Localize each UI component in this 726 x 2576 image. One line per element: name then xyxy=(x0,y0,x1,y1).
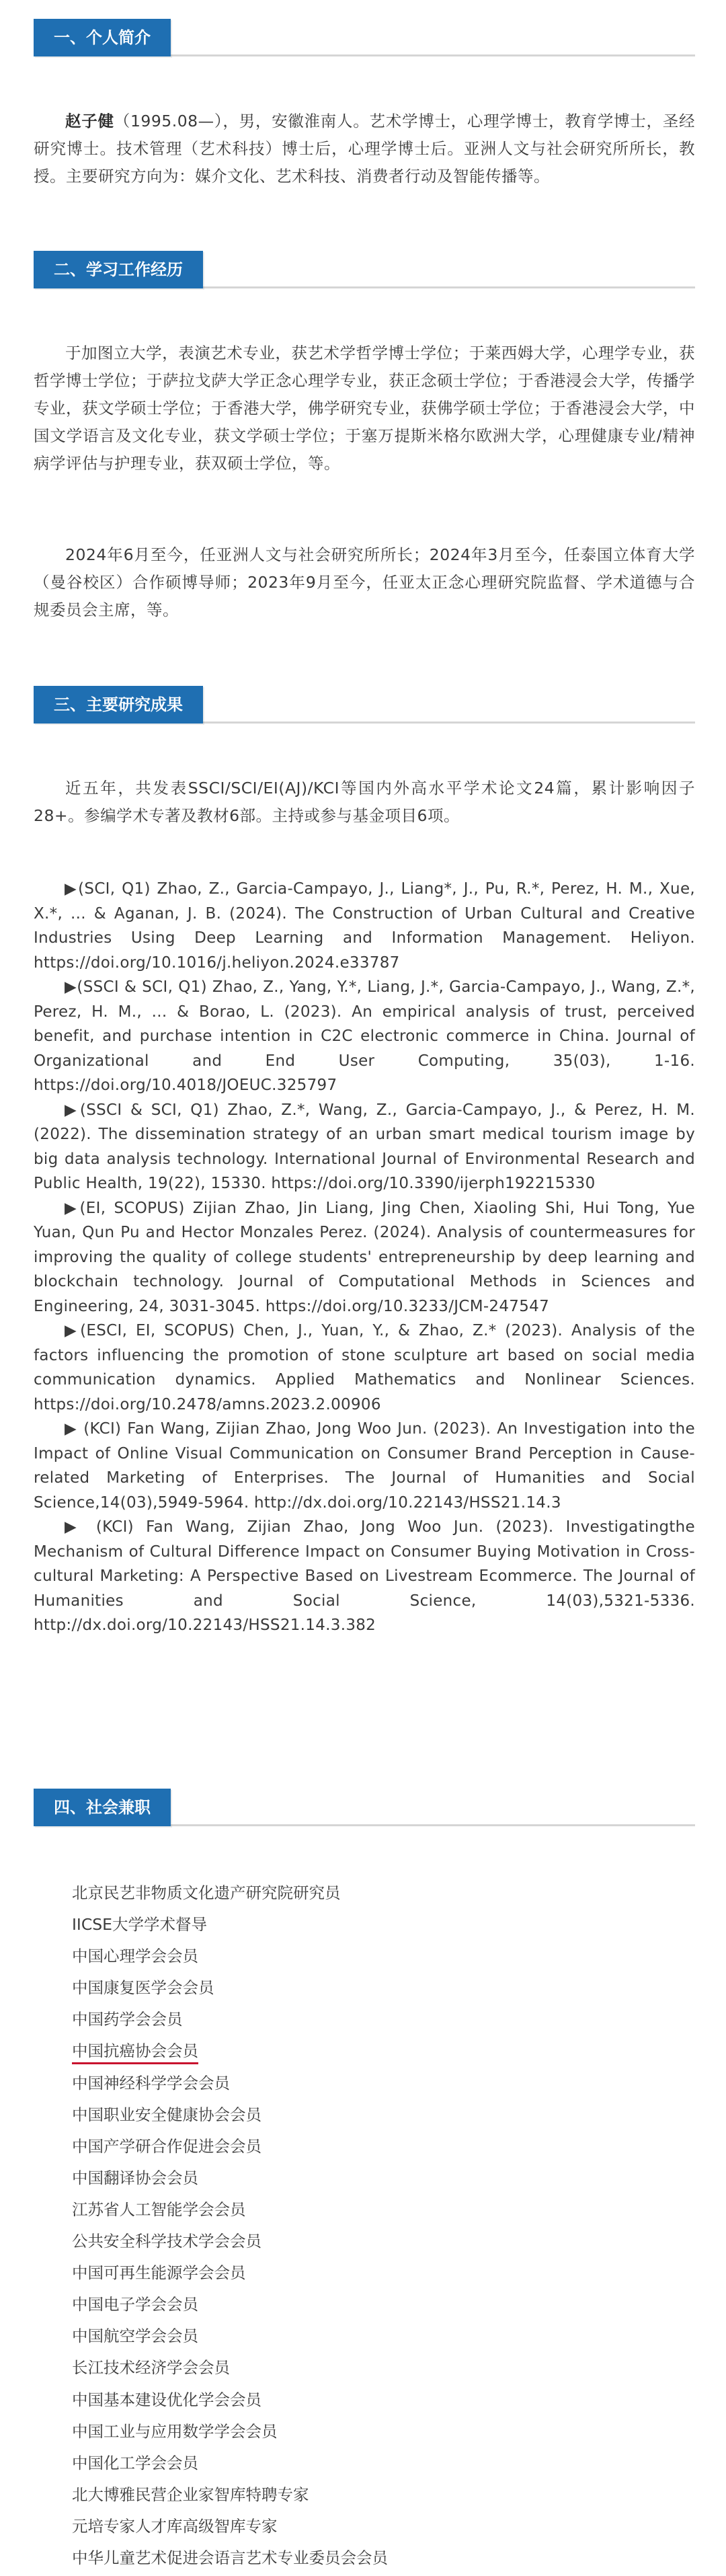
history-paragraph-1 xyxy=(34,340,695,477)
section-header-research xyxy=(34,686,695,724)
role-text: 中国基本建设优化学会会员 xyxy=(72,2390,261,2409)
section-title: 一、个人简介 xyxy=(34,19,171,56)
role-text: 中国药学会会员 xyxy=(72,2010,183,2029)
role-text: 中国抗癌协会会员 xyxy=(72,2041,198,2064)
history-text-1: 于加图立大学，表演艺术专业，获艺术学哲学博士学位；于莱西姆大学，心理学专业，获哲学博士学位；于萨拉戈萨大学正念心理学专业，获正念硕士学位；于香港浸会大学，传播学专业，获文学硕士学位；于香港大学，佛学研究专业，获佛学硕士学位；于香港浸会大学，中国文学语言及文化专业，获文学硕士学位；于塞万提斯米格尔欧洲大学，心理健康专业/精神病学评估与护理专业，获双硕士学位，等。 xyxy=(34,344,695,473)
reference-item: ▶ (KCI) Fan Wang, Zijian Zhao, Jong Woo Jun. (2023). Investigatingthe Mechanism of Cultural Difference Impact on Consumer Buying Motivation in Cross-cultural Marketing: A Perspective Based on Livestream Ecommerce. The Journal of Humanities and Social Science, 14(03),5321-5336. http://dx.doi.org/10.22143/HSS21.14.3.382 xyxy=(34,1518,695,1634)
role-item xyxy=(72,2162,677,2194)
profile-text: （1995.08—），男，安徽淮南人。艺术学博士，心理学博士，教育学博士，圣经研究博士。技术管理（艺术科技）博士后，心理学博士后。亚洲人文与社会研究所所长，教授。主要研究方向为：媒介文化、艺术科技、消费者行动及智能传播等。 xyxy=(34,112,695,186)
role-text: 中国神经科学学会会员 xyxy=(72,2073,230,2093)
role-text: 中国工业与应用数学学会会员 xyxy=(72,2421,278,2441)
role-item-highlighted xyxy=(72,2035,677,2067)
role-item xyxy=(72,2448,677,2479)
role-text: 中国化工学会会员 xyxy=(72,2453,198,2472)
role-text: 北大博雅民营企业家智库特聘专家 xyxy=(72,2485,309,2504)
role-text: 北京民艺非物质文化遗产研究院研究员 xyxy=(72,1883,341,1902)
role-item xyxy=(72,2068,677,2099)
role-item xyxy=(72,1972,677,2004)
role-item xyxy=(72,2416,677,2448)
role-item xyxy=(72,2194,677,2226)
role-text: 中国产学研合作促进会会员 xyxy=(72,2136,261,2156)
reference-item: ▶(ESCI, EI, SCOPUS) Chen, J., Yuan, Y., & Zhao, Z.* (2023). Analysis of the factors influencing the promotion of stone sculpture art based on social media communication dynamics. Applied Mathematics and Nonlinear Sciences. https://doi.org/10.2478/amns.2023.2.00906 xyxy=(34,1322,695,1413)
role-text: 江苏省人工智能学会会员 xyxy=(72,2199,246,2219)
role-text: 中华儿童艺术促进会语言艺术专业委员会会员 xyxy=(72,2548,388,2567)
reference-item: ▶(SSCI & SCI, Q1) Zhao, Z.*, Wang, Z., Garcia-Campayo, J., & Perez, H. M. (2022). The dissemination strategy of an urban smart medical tourism image by big data analysis technology. International Journal of Environmental Research and Public Health, 19(22), 15330. https://doi.org/10.3390/ijerph192215330 xyxy=(34,1101,695,1192)
role-item xyxy=(72,2004,677,2035)
research-intro-text: 近五年，共发表SSCI/SCI/EI(AJ)/KCI等国内外高水平学术论文24篇，累计影响因子28+。参编学术专著及教材6部。主持或参与基金项目6项。 xyxy=(34,779,695,825)
role-item xyxy=(72,2257,677,2289)
role-text: 中国航空学会会员 xyxy=(72,2327,198,2346)
history-paragraph-2 xyxy=(34,541,695,624)
section-header-roles xyxy=(34,1789,695,1826)
section-title: 四、社会兼职 xyxy=(34,1789,171,1826)
role-item xyxy=(72,2320,677,2352)
role-item xyxy=(72,2384,677,2416)
section-header-intro xyxy=(34,19,695,56)
role-item xyxy=(72,2289,677,2320)
role-text: 中国职业安全健康协会会员 xyxy=(72,2105,261,2124)
reference-list xyxy=(34,877,695,1638)
role-text: 中国可再生能源学会会员 xyxy=(72,2263,246,2283)
role-item xyxy=(72,2542,677,2574)
role-item xyxy=(72,2226,677,2257)
role-text: IICSE大学学术督导 xyxy=(72,1915,208,1935)
profile-name: 赵子健 xyxy=(65,112,114,130)
reference-item: ▶(SCI, Q1) Zhao, Z., Garcia-Campayo, J., Liang*, J., Pu, R.*, Perez, H. M., Xue, X.*, ... & Aganan, J. B. (2024). The Construction of Urban Cultural and Creative Industries Using Deep Learning and Information Management. Heliyon. https://doi.org/10.1016/j.heliyon.2024.e33787 xyxy=(34,880,695,972)
reference-item: ▶(EI, SCOPUS) Zijian Zhao, Jin Liang, Jing Chen, Xiaoling Shi, Hui Tong, Yue Yuan, Qun Pu and Hector Monzales Perez. (2024). Analysis of countermeasures for improving the quality of college students' entrepreneurship by deep learning and blockchain technology. Journal of Computational Methods in Sciences and Engineering, 24, 3031-3045. https://doi.org/10.3233/JCM-247547 xyxy=(34,1199,695,1315)
role-text: 公共安全科学技术学会会员 xyxy=(72,2232,261,2251)
section-title: 三、主要研究成果 xyxy=(34,686,203,724)
reference-item: ▶ (KCI) Fan Wang, Zijian Zhao, Jong Woo Jun. (2023). An Investigation into the Impact of Online Visual Communication on Consumer Brand Perception in Cause-related Marketing of Enterprises. The Journal of Humanities and Social Science,14(03),5949-5964. http://dx.doi.org/10.22143/HSS21.14.3 xyxy=(34,1420,695,1512)
role-text: 长江技术经济学会会员 xyxy=(72,2358,230,2378)
role-item xyxy=(72,2479,677,2511)
role-text: 元培专家人才库高级智库专家 xyxy=(72,2516,278,2536)
role-item xyxy=(72,1877,677,1909)
role-item xyxy=(72,1941,677,1972)
role-item xyxy=(72,2511,677,2542)
role-text: 中国康复医学会会员 xyxy=(72,1978,214,1998)
role-item xyxy=(72,2131,677,2162)
section-header-history xyxy=(34,251,695,288)
role-item xyxy=(72,2352,677,2384)
roles-list xyxy=(72,1877,677,2574)
reference-item: ▶(SSCI & SCI, Q1) Zhao, Z., Yang, Y.*, Liang, J.*, Garcia-Campayo, J., Wang, Z.*, Perez, H. M., ... & Borao, L. (2023). An empirical analysis of trust, perceived benefit, and purchase intention in C2C electronic commerce in China. Journal of Organizational and End User Computing, 35(03), 1-16. https://doi.org/10.4018/JOEUC.325797 xyxy=(34,978,695,1094)
role-item xyxy=(72,2099,677,2131)
profile-paragraph xyxy=(34,108,695,190)
role-text: 中国心理学会会员 xyxy=(72,1947,198,1966)
role-text: 中国翻译协会会员 xyxy=(72,2168,198,2187)
section-title: 二、学习工作经历 xyxy=(34,251,203,288)
role-item xyxy=(72,1909,677,1941)
research-intro xyxy=(34,775,695,830)
history-text-2: 2024年6月至今，任亚洲人文与社会研究所所长；2024年3月至今，任泰国立体育大学（曼谷校区）合作硕博导师；2023年9月至今，任亚太正念心理研究院监督、学术道德与合规委员会主席，等。 xyxy=(34,545,695,619)
role-text: 中国电子学会会员 xyxy=(72,2295,198,2314)
